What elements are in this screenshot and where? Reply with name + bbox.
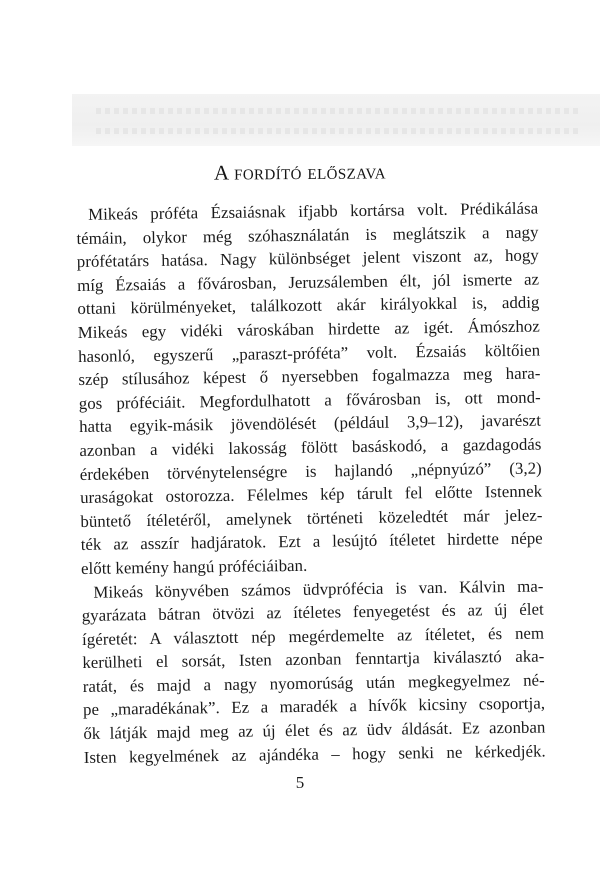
text-line: azonban a vidéki lakosság fölött basáskodó, a gazdagodás xyxy=(79,434,542,460)
text-line: hasonló, egyszerű „paraszt-próféta” volt. Ézsaiás költőien xyxy=(78,340,541,366)
text-line: Mikeás próféta Ézsaiásnak ifjabb kortársa volt. Prédikálása xyxy=(88,198,539,224)
text-line: ígéretét: A választott nép megérdemelte az ítéletet, és nem xyxy=(81,623,545,649)
text-line: büntető ítéletéről, amelynek történeti közeledtét már jelez- xyxy=(80,505,543,531)
page-number: 5 xyxy=(295,773,305,792)
text-line: hatta egyik-másik jövendölését (például 3,9–12), javarészt xyxy=(78,410,542,437)
paragraph-1 xyxy=(76,197,543,581)
text-line: kerülheti el sorsát, Isten azonban fenntartja kiválasztó aka- xyxy=(82,646,545,673)
text-line: ottani körülményeket, találkozott akár királyokkal is, addig xyxy=(77,292,540,319)
text-line: Mikeás könyvében számos üdvprófécia is van. Kálvin ma- xyxy=(93,576,544,602)
text-line: témáin, olykor még szóhasználatán is meglátszik a nagy xyxy=(76,222,539,248)
text-line: szép stílusához képest ő nyersebben fogalmazza meg hara- xyxy=(78,363,541,390)
text-line: ték az asszír hadjáratok. Ezt a lesújtó ítéletet hirdette népe xyxy=(80,528,543,555)
text-line: gyarázata bátran ötvözi az ítéletes fenyegetést és az új élet xyxy=(81,599,544,626)
text-line: Mikeás egy vidéki városkában hirdette az igét. Ámószhoz xyxy=(77,316,540,342)
text-line: míg Ézsaiás a fővárosban, Jeruzsálemben élt, jól ismerte az xyxy=(77,269,540,295)
text-line: prófétatárs hatása. Nagy különbséget jelent viszont az, hogy xyxy=(76,245,539,272)
text-line: Isten kegyelmének az ajándéka – hogy senki ne kérkedjék. xyxy=(83,741,546,767)
body-text xyxy=(76,197,546,770)
text-line: ratát, és majd a nagy nyomorúság után megkegyelmez né- xyxy=(82,670,545,696)
bleed-through-band xyxy=(72,94,600,146)
text-line: uraságokat ostorozza. Félelmes kép tárult fel előtte Istennek xyxy=(79,481,543,508)
text-line: pe „maradékának”. Ez a maradék a hívők kicsiny csoportja, xyxy=(82,693,546,720)
paragraph-2 xyxy=(81,574,546,769)
text-line: gos próféciáit. Megfordulhatott a fővárosban is, ott mond- xyxy=(78,387,541,413)
text-line: előtt kemény hangú próféciáiban. xyxy=(80,555,308,578)
chapter-title: A fordító előszava xyxy=(213,159,387,185)
text-line: ők látják majd meg az új élet és az üdv áldását. Ez azonban xyxy=(83,717,546,744)
text-line: érdekében törvénytelenségre is hajlandó „népnyúzó” (3,2) xyxy=(79,458,542,484)
